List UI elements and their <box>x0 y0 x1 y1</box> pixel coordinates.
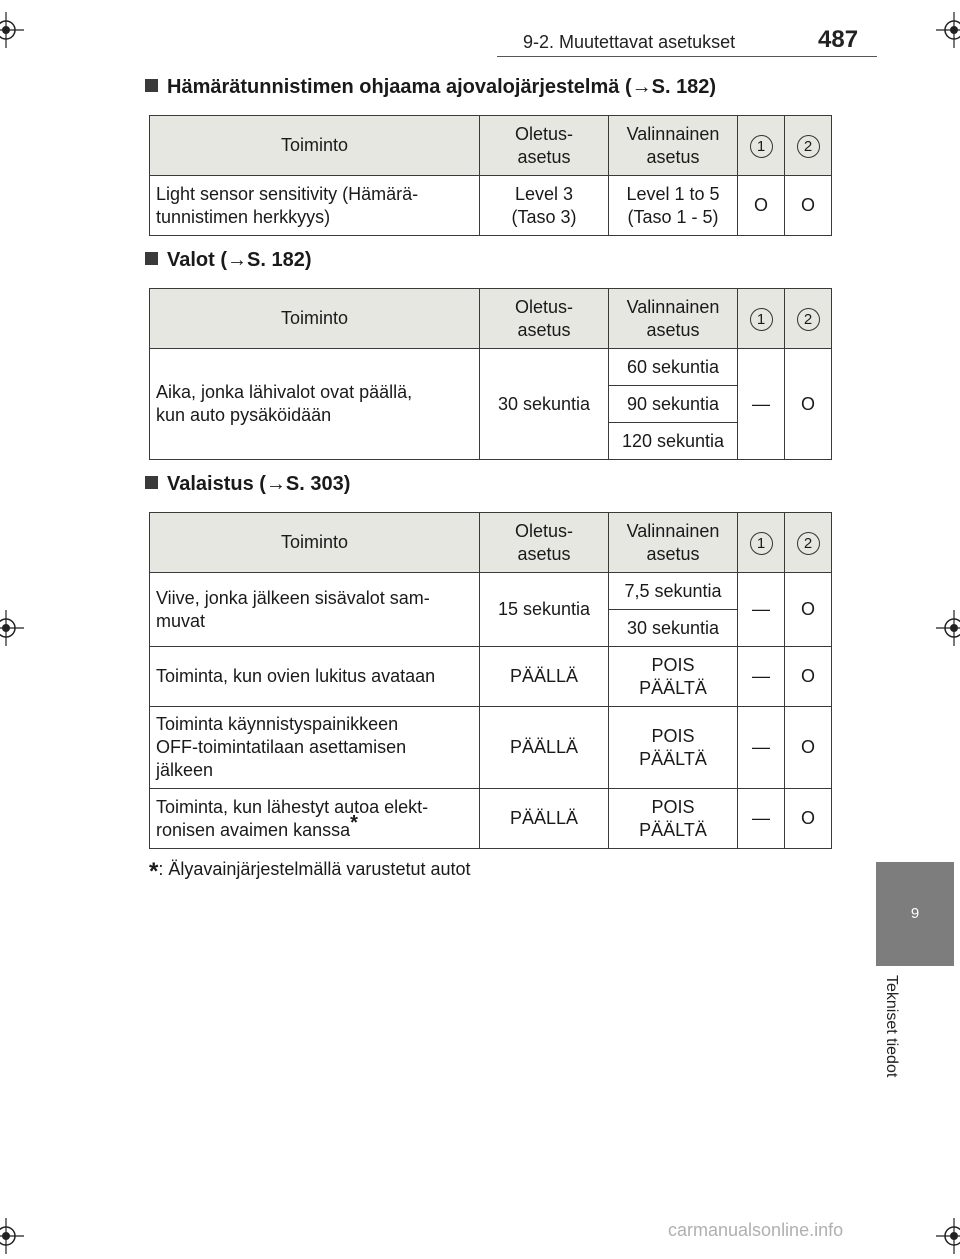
section-title-lights <box>145 249 312 272</box>
col2-cell: O <box>785 349 832 460</box>
header-default: Oletus- asetus <box>480 513 609 573</box>
header-default: Oletus- asetus <box>480 116 609 176</box>
registration-mark-icon <box>936 12 960 48</box>
section-title-text: Hämärätunnistimen ohjaama ajovalojärjestelmä (→S. 182) <box>167 76 717 98</box>
circled-number-1-icon: 1 <box>750 135 773 158</box>
function-cell: Aika, jonka lähivalot ovat päällä, kun auto pysäköidään <box>150 349 480 460</box>
default-cell: PÄÄLLÄ <box>480 647 609 707</box>
header-section-title: 9-2. Muutettavat asetukset <box>523 32 736 52</box>
function-cell: Toiminta käynnistyspainikkeen OFF-toimintatilaan asettamisen jälkeen <box>150 707 480 789</box>
default-cell: 15 sekuntia <box>480 573 609 647</box>
table-header-row <box>150 513 832 573</box>
registration-mark-icon <box>0 610 24 646</box>
col1-cell: — <box>738 789 785 849</box>
header-circle-2 <box>785 513 832 573</box>
header-circle-2 <box>785 289 832 349</box>
header-rule <box>497 56 877 57</box>
col1-cell: O <box>738 176 785 236</box>
registration-mark-icon <box>0 12 24 48</box>
function-cell: Toiminta, kun lähestyt autoa elekt- ronisen avaimen kanssa* <box>150 789 480 849</box>
registration-mark-icon <box>936 1218 960 1254</box>
function-cell: Viive, jonka jälkeen sisävalot sam- muvat <box>150 573 480 647</box>
default-cell: Level 3 (Taso 3) <box>480 176 609 236</box>
header-function: Toiminto <box>150 289 480 349</box>
settings-table-lighting <box>149 512 832 849</box>
section-title-text: Valot (→S. 182) <box>167 249 312 271</box>
default-cell: PÄÄLLÄ <box>480 789 609 849</box>
table-row <box>150 647 832 707</box>
header-default: Oletus- asetus <box>480 289 609 349</box>
col2-cell: O <box>785 573 832 647</box>
table-row <box>150 789 832 849</box>
header-function: Toiminto <box>150 116 480 176</box>
footnote-mark: * <box>350 811 358 834</box>
default-cell: PÄÄLLÄ <box>480 707 609 789</box>
table-row <box>150 573 832 610</box>
chapter-label-text: Tekniset tiedot <box>883 975 900 1078</box>
function-cell: Light sensor sensitivity (Hämärä- tunnistimen herkkyys) <box>150 176 480 236</box>
bullet-square-icon <box>145 476 158 489</box>
section-title-text: Valaistus (→S. 303) <box>167 473 351 495</box>
header-optional: Valinnainen asetus <box>609 289 738 349</box>
settings-table-lights <box>149 288 832 460</box>
section-title-lighting <box>145 473 350 496</box>
header-function: Toiminto <box>150 513 480 573</box>
chapter-tab: 9 <box>876 862 954 966</box>
circled-number-2-icon: 2 <box>797 135 820 158</box>
footnote-text: : Älyavainjärjestelmällä varustetut autot <box>158 859 471 879</box>
optional-cell: POIS PÄÄLTÄ <box>609 707 738 789</box>
col1-cell: — <box>738 349 785 460</box>
optional-cell: POIS PÄÄLTÄ <box>609 647 738 707</box>
optional-cell: Level 1 to 5 (Taso 1 - 5) <box>609 176 738 236</box>
header-circle-2 <box>785 116 832 176</box>
col2-cell: O <box>785 176 832 236</box>
table-header-row <box>150 116 832 176</box>
default-cell: 30 sekuntia <box>480 349 609 460</box>
circled-number-1-icon: 1 <box>750 532 773 555</box>
col1-cell: — <box>738 707 785 789</box>
table-header-row <box>150 289 832 349</box>
circled-number-2-icon: 2 <box>797 308 820 331</box>
optional-cell: 7,5 sekuntia <box>609 573 738 610</box>
header-circle-1 <box>738 513 785 573</box>
optional-cell: 60 sekuntia <box>609 349 738 386</box>
function-cell: Toiminta, kun ovien lukitus avataan <box>150 647 480 707</box>
col2-cell: O <box>785 647 832 707</box>
table-row <box>150 707 832 789</box>
registration-mark-icon <box>0 1218 24 1254</box>
bullet-square-icon <box>145 252 158 265</box>
registration-mark-icon <box>936 610 960 646</box>
col1-cell: — <box>738 573 785 647</box>
header-optional: Valinnainen asetus <box>609 513 738 573</box>
watermark: carmanualsonline.info <box>668 1220 844 1240</box>
footnote <box>149 858 471 886</box>
col2-cell: O <box>785 707 832 789</box>
table-row <box>150 349 832 386</box>
optional-cell: 90 sekuntia <box>609 386 738 423</box>
circled-number-2-icon: 2 <box>797 532 820 555</box>
col1-cell: — <box>738 647 785 707</box>
bullet-square-icon <box>145 79 158 92</box>
header-optional: Valinnainen asetus <box>609 116 738 176</box>
chapter-label <box>878 975 902 1105</box>
header-circle-1 <box>738 289 785 349</box>
circled-number-1-icon: 1 <box>750 308 773 331</box>
footnote-mark: * <box>149 858 159 885</box>
optional-cell: POIS PÄÄLTÄ <box>609 789 738 849</box>
header-circle-1 <box>738 116 785 176</box>
page-number: 487 <box>818 26 859 53</box>
table-row <box>150 176 832 236</box>
section-title-headlight-system <box>145 76 716 99</box>
settings-table-headlight-system <box>149 115 832 236</box>
optional-cell: 30 sekuntia <box>609 610 738 647</box>
optional-cell: 120 sekuntia <box>609 423 738 460</box>
col2-cell: O <box>785 789 832 849</box>
